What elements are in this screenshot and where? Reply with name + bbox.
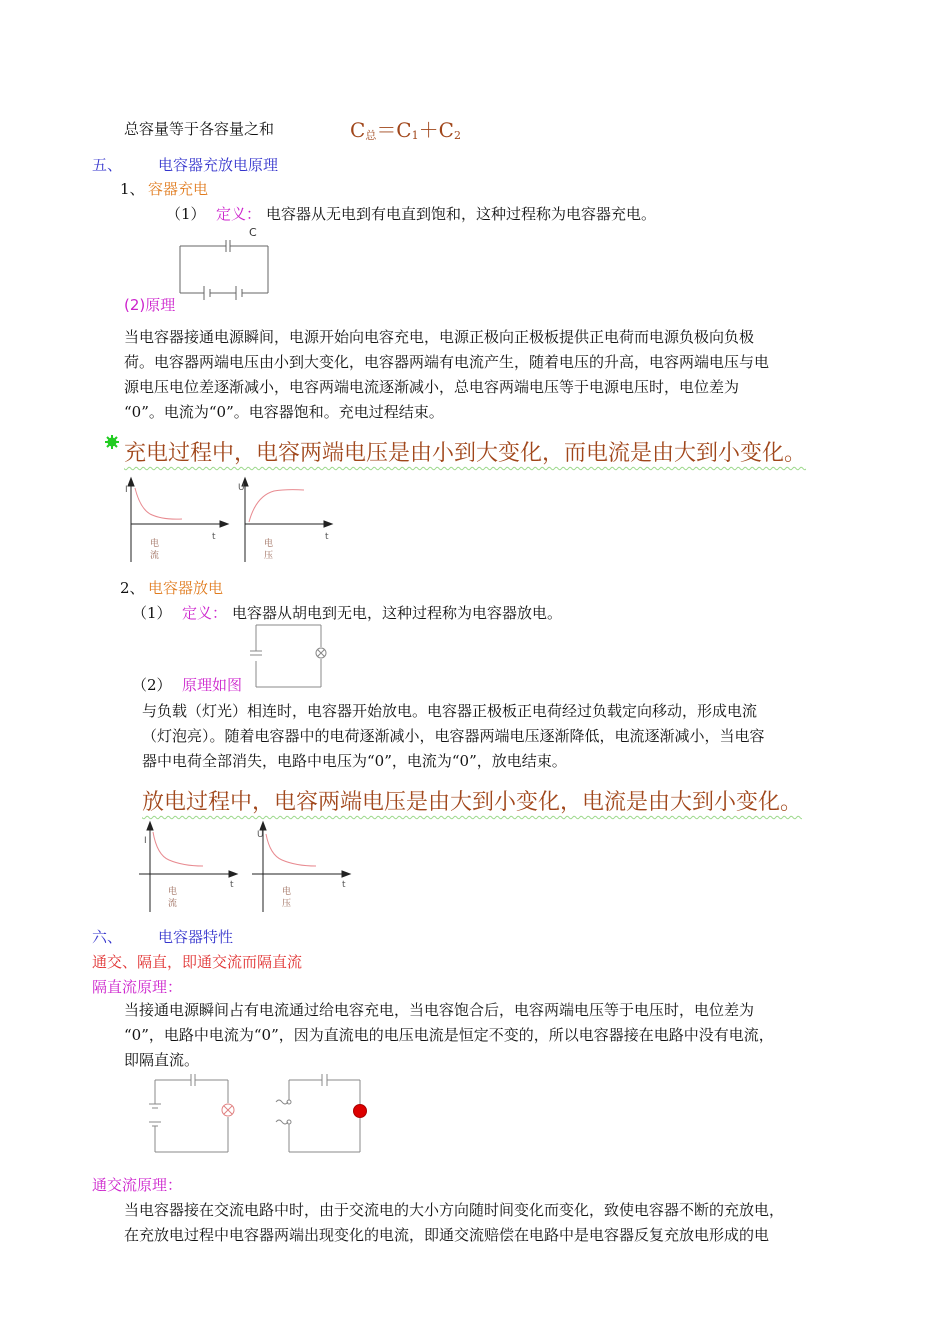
charge-para-line: 荷。电容器两端电压由小到大变化，电容器两端有电流产生，随着电压的升高，电容两端电压与电 xyxy=(124,353,770,371)
charge-current-axis-x: t xyxy=(212,532,216,542)
ac-block-title: 通交流原理： xyxy=(92,1176,183,1194)
discharge-para-line: 与负载（灯光）相连时，电容器开始放电。电容器正极板正电荷经过负载定向移动，形成电流 xyxy=(142,702,758,720)
discharge-current-axis-y: I xyxy=(144,836,147,846)
dc-para-line: 当接通电源瞬间占有电流通过给电容充电，当电容饱合后，电容两端电压等于电压时，电位差为 xyxy=(124,1001,755,1019)
discharge-current-graph xyxy=(139,822,259,917)
section6-subtitle: 通交、隔直，即通交流而隔直流 xyxy=(92,953,303,971)
section5-num: 五、 xyxy=(92,156,123,174)
charge-def-num: （1） xyxy=(166,205,206,223)
discharge-voltage-axis-y: U xyxy=(257,830,264,840)
section5-title: 电容器充放电原理 xyxy=(158,156,279,174)
discharge-current-axis-x: t xyxy=(230,880,234,890)
charge-voltage-caption: 电 压 xyxy=(264,539,274,561)
charge-current-graph xyxy=(120,478,240,568)
discharge-voltage-graph xyxy=(252,822,372,917)
charge-def-text: 电容器从无电到有电直到饱和，这种过程称为电容器充电。 xyxy=(266,205,657,223)
total-capacity-label: 总容量等于各容量之和 xyxy=(124,120,275,138)
dc-circuit xyxy=(149,1074,234,1152)
discharge-current-caption: 电 流 xyxy=(168,887,178,909)
ac-para-line: 当电容器接在交流电路中时，由于交流电的大小方向随时间变化而变化，致使电容器不断的充放电， xyxy=(124,1201,785,1219)
total-capacity-formula: C总＝C1＋C2 xyxy=(350,118,461,142)
discharge-summary: 放电过程中，电容两端电压是由大到小变化，电流是由大到小变化。 xyxy=(142,790,803,815)
charge-para-line: “0”。电流为“0”。电容器饱和。充电过程结束。 xyxy=(124,403,444,421)
discharge-paragraph xyxy=(142,699,862,774)
ac-circuit xyxy=(276,1074,367,1152)
discharge-def-text: 电容器从胡电到无电，这种过程称为电容器放电。 xyxy=(232,604,563,622)
discharge-title: 电容器放电 xyxy=(148,579,224,597)
dc-block-title: 隔直流原理： xyxy=(92,978,183,996)
charge-summary: 充电过程中，电容两端电压是由小到大变化，而电流是由大到小变化。 xyxy=(124,441,807,466)
section6-num: 六、 xyxy=(92,928,123,946)
dc-paragraph xyxy=(124,998,864,1073)
charge-paragraph xyxy=(124,325,864,425)
discharge-principle-label: 原理如图 xyxy=(182,676,243,694)
charge-current-caption: 电 流 xyxy=(150,539,160,561)
dc-para-line: 即隔直流。 xyxy=(124,1051,200,1069)
ac-paragraph xyxy=(124,1198,869,1248)
ac-para-line: 在充放电过程中电容器两端出现变化的电流，即通交流赔偿在电路中是电容器反复充放电形成的电 xyxy=(124,1226,770,1244)
charge-title: 容器充电 xyxy=(148,180,209,198)
charge-voltage-axis-y: U xyxy=(238,483,245,493)
section6-title: 电容器特性 xyxy=(158,928,234,946)
discharge-voltage-caption: 电 压 xyxy=(282,887,292,909)
charge-voltage-graph xyxy=(234,478,354,568)
charge-para-line: 当电容器接通电源瞬间，电源开始向电容充电，电源正极向正极板提供正电荷而电源负极向负极 xyxy=(124,328,755,346)
charge-para-line: 源电压电位差逐渐减小，电容两端电流逐渐减小，总电容两端电压等于电源电压时，电位差为 xyxy=(124,378,740,396)
charge-current-axis-y: I xyxy=(125,485,128,495)
discharge-para-line: 器中电荷全部消失，电路中电压为“0”，电流为“0”，放电结束。 xyxy=(142,752,567,770)
discharge-def-num: （1） xyxy=(132,604,172,622)
circuit-capacitor-label: C xyxy=(249,226,257,239)
dc-para-line: “0”，电路中电流为“0”，因为直流电的电压电流是恒定不变的，所以电容器接在电路中没有电流， xyxy=(124,1026,774,1044)
discharge-def-label: 定义： xyxy=(182,604,228,622)
discharge-voltage-axis-x: t xyxy=(342,880,346,890)
discharge-principle-num: （2） xyxy=(132,676,172,694)
charge-num: 1、 xyxy=(120,180,145,198)
charge-voltage-axis-x: t xyxy=(325,532,329,542)
green-bullet-icon xyxy=(104,434,124,454)
discharge-para-line: （灯泡亮）。随着电容器中的电荷逐渐减小，电容器两端电压逐渐降低，电流逐渐减小，当电容 xyxy=(142,727,765,745)
discharge-num: 2、 xyxy=(120,579,145,597)
charge-def-label: 定义： xyxy=(216,205,262,223)
charge-principle-label: (2)原理 xyxy=(124,296,176,314)
